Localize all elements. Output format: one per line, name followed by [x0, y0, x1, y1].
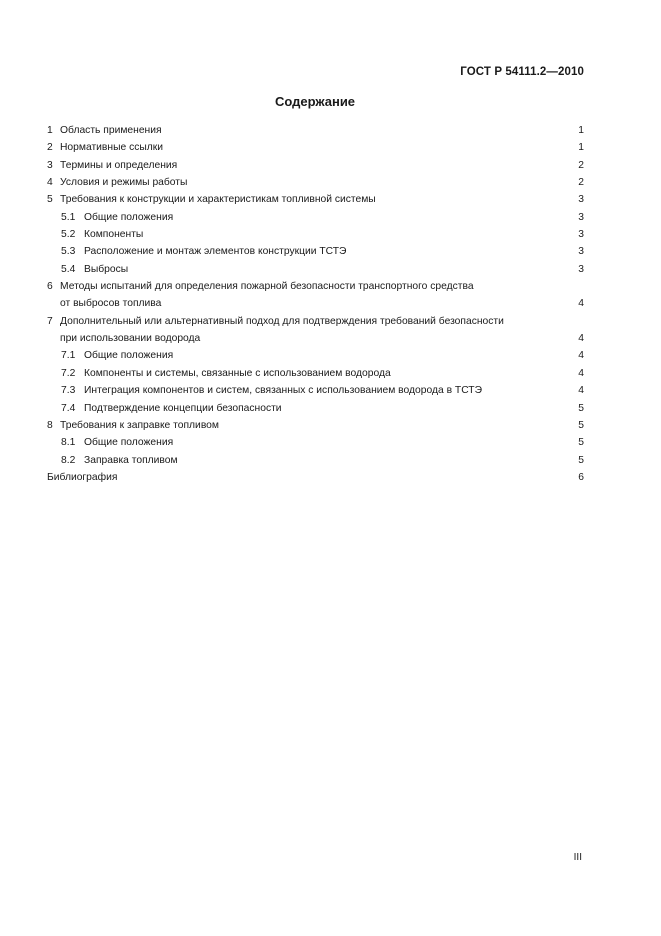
toc-entry-7-continuation[interactable]	[47, 330, 584, 347]
toc-entry-page: 5	[578, 402, 584, 414]
toc-entry-number: 8	[47, 419, 53, 431]
toc-entry-label: Требования к конструкции и характеристикам топливной системы	[60, 194, 376, 206]
toc-entry-page: 3	[578, 229, 584, 241]
toc-entry-number: 6	[47, 281, 53, 293]
toc-entry-7-3[interactable]	[47, 382, 584, 399]
toc-entry-page: 3	[578, 211, 584, 223]
toc-entry-page: 2	[578, 159, 584, 171]
toc-entry-label: Общие положения	[84, 350, 174, 362]
toc-entry-7-1[interactable]	[47, 347, 584, 364]
toc-entry-2[interactable]	[47, 139, 584, 156]
toc-entry-page: 5	[578, 454, 584, 466]
toc-title: Содержание	[274, 94, 356, 109]
toc-entry-6[interactable]	[47, 278, 584, 295]
toc-entry-5-3[interactable]	[47, 243, 584, 260]
toc-entry-3[interactable]	[47, 157, 584, 174]
toc-entry-label: Библиография	[47, 471, 118, 483]
toc-entry-page: 5	[578, 419, 584, 431]
toc-entry-8-1[interactable]	[47, 434, 584, 451]
toc-entry-label: Компоненты и системы, связанные с использованием водорода	[84, 367, 391, 379]
toc-entry-label: Заправка топливом	[84, 454, 178, 466]
toc-entry-label: Условия и режимы работы	[60, 177, 188, 189]
toc-entry-page: 3	[578, 194, 584, 206]
toc-entry-page: 5	[578, 437, 584, 449]
toc-entry-number: 7.1	[61, 350, 76, 362]
toc-entry-label: Дополнительный или альтернативный подход для подтверждения требований безопасности	[60, 315, 504, 327]
page-number: III	[573, 852, 582, 863]
toc-entry-8-2[interactable]	[47, 452, 584, 469]
toc-entry-page: 4	[578, 350, 584, 362]
toc-entry-number: 5.4	[61, 263, 76, 275]
toc-entry-label: Компоненты	[84, 229, 144, 241]
toc-entry-8[interactable]	[47, 417, 584, 434]
toc-entry-label: Общие положения	[84, 211, 174, 223]
toc-entry-6-continuation[interactable]	[47, 295, 584, 312]
toc-entry-number: 5.1	[61, 211, 76, 223]
toc-entry-7-4[interactable]	[47, 400, 584, 417]
document-code: ГОСТ Р 54111.2—2010	[460, 66, 584, 78]
table-of-contents	[47, 122, 584, 486]
toc-entry-number: 7.2	[61, 367, 76, 379]
toc-entry-bibliography[interactable]	[47, 469, 584, 486]
toc-entry-number: 7.3	[61, 385, 76, 397]
toc-entry-label: Расположение и монтаж элементов конструкции ТСТЭ	[84, 246, 347, 258]
toc-entry-page: 3	[578, 246, 584, 258]
toc-entry-label: Выбросы	[84, 263, 129, 275]
toc-entry-page: 1	[578, 142, 584, 154]
toc-entry-number: 2	[47, 142, 53, 154]
toc-entry-label: Интеграция компонентов и систем, связанных с использованием водорода в ТСТЭ	[84, 385, 482, 397]
toc-entry-page: 4	[578, 298, 584, 310]
toc-entry-label: Общие положения	[84, 437, 174, 449]
toc-entry-page: 3	[578, 263, 584, 275]
toc-entry-page: 4	[578, 367, 584, 379]
toc-entry-number: 5	[47, 194, 53, 206]
toc-entry-7[interactable]	[47, 313, 584, 330]
toc-entry-5-1[interactable]	[47, 209, 584, 226]
toc-entry-4[interactable]	[47, 174, 584, 191]
toc-entry-label: Термины и определения	[60, 159, 178, 171]
toc-entry-5-2[interactable]	[47, 226, 584, 243]
toc-entry-label-continuation: от выбросов топлива	[60, 298, 162, 310]
toc-entry-page: 6	[578, 471, 584, 483]
toc-entry-label-continuation: при использовании водорода	[60, 333, 201, 345]
toc-entry-number: 5.3	[61, 246, 76, 258]
toc-entry-number: 3	[47, 159, 53, 171]
toc-entry-label: Требования к заправке топливом	[60, 419, 219, 431]
toc-entry-label: Подтверждение концепции безопасности	[84, 402, 282, 414]
toc-entry-number: 4	[47, 177, 53, 189]
toc-entry-5[interactable]	[47, 191, 584, 208]
toc-entry-number: 7.4	[61, 402, 76, 414]
toc-entry-7-2[interactable]	[47, 365, 584, 382]
toc-entry-number: 5.2	[61, 229, 76, 241]
toc-entry-page: 4	[578, 385, 584, 397]
toc-entry-page: 2	[578, 177, 584, 189]
toc-entry-label: Область применения	[60, 125, 162, 136]
toc-entry-page: 4	[578, 333, 584, 345]
toc-entry-number: 8.1	[61, 437, 76, 449]
toc-entry-label: Методы испытаний для определения пожарной безопасности транспортного средства	[60, 281, 474, 293]
toc-entry-number: 8.2	[61, 454, 76, 466]
toc-entry-number: 7	[47, 315, 53, 327]
toc-entry-5-4[interactable]	[47, 261, 584, 278]
toc-entry-label: Нормативные ссылки	[60, 142, 164, 154]
toc-entry-1[interactable]	[47, 122, 584, 139]
toc-entry-number: 1	[47, 125, 53, 136]
toc-entry-page: 1	[578, 125, 584, 136]
